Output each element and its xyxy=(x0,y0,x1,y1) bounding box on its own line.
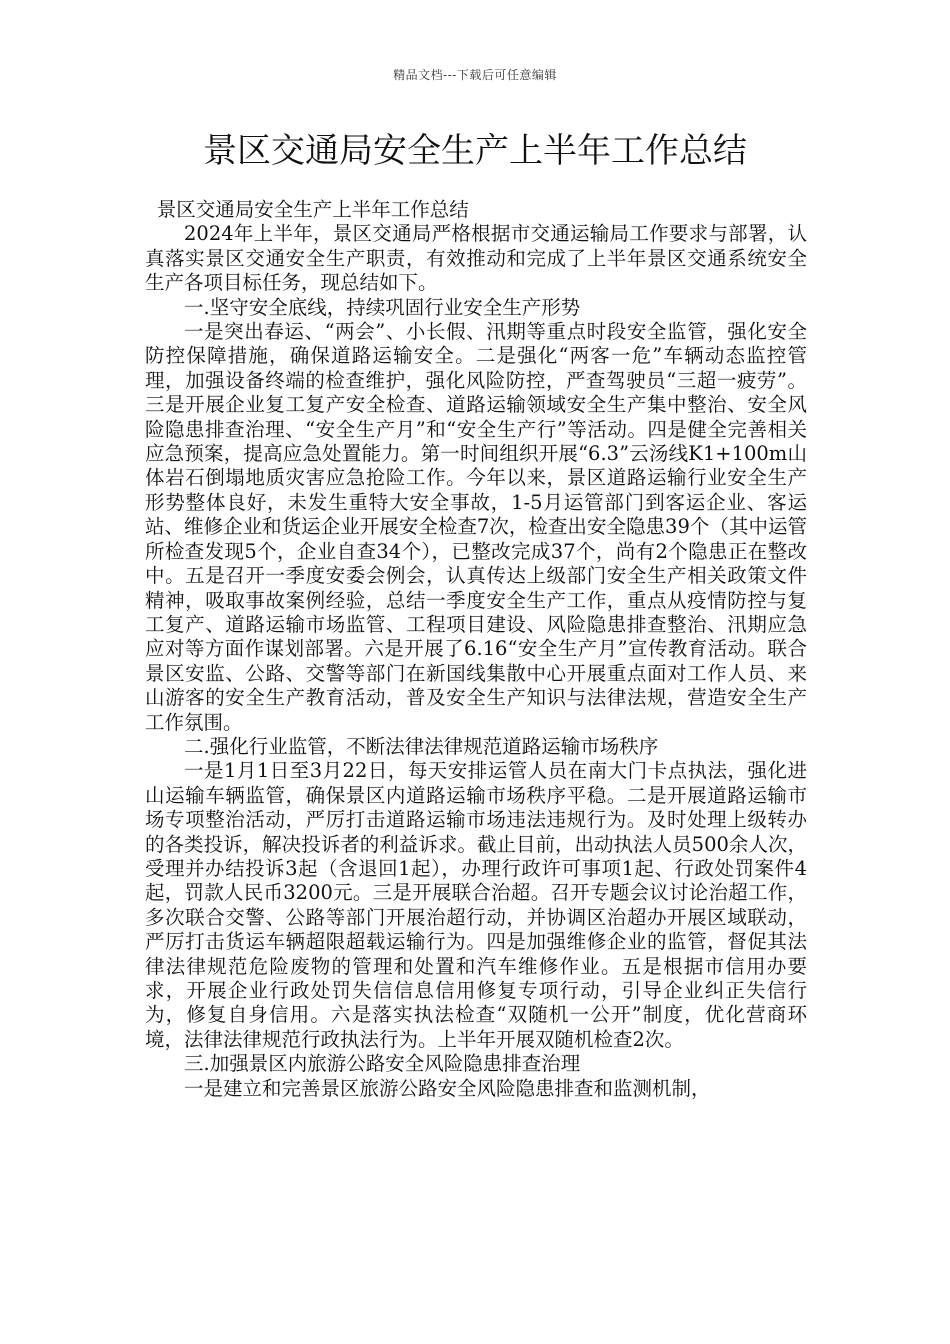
section-heading-2: 二.强化行业监管，不断法律法律规范道路运输市场秩序 xyxy=(184,734,659,758)
header-note: 精品文档---下载后可任意编辑 xyxy=(393,68,557,82)
document-body xyxy=(145,198,807,1101)
document-title: 景区交通局安全生产上半年工作总结 xyxy=(203,131,747,171)
section-heading-1: 一.坚守安全底线，持续巩固行业安全生产形势 xyxy=(184,295,581,319)
section-heading-3: 三.加强景区内旅游公路安全风险隐患排查治理 xyxy=(184,1052,581,1076)
body-paragraph-section-2: 一是1月1日至3月22日，每天安排运管人员在南大门卡点执法，强化进山运输车辆监管，确保景区内道路运输市场秩序平稳。二是开展道路运输市场专项整治活动，严厉打击道路运输市场违法违规行为。及时处理上级转办的各类投诉，解决投诉者的利益诉求。截止目前，出动执法人员500余人次，受理并办结投诉3起（含退回1起），办理行政许可事项1起、行政处罚案件4起，罚款人民币3200元。三是开展联合治超。召开专题会议讨论治超工作，多次联合交警、公路等部门开展治超行动，并协调区治超办开展区域联动，严厉打击货运车辆超限超载运输行为。四是加强维修企业的监管，督促其法律法律规范危险废物的管理和处置和汽车维修作业。五是根据市信用办要求，开展企业行政处罚失信信息信用修复专项行动，引导企业纠正失信行为，修复自身信用。六是落实执法检查“双随机一公开”制度，优化营商环境，法律法律规范行政执法行为。上半年开展双随机检查2次。 xyxy=(145,759,807,1051)
body-paragraph-section-3: 一是建立和完善景区旅游公路安全风险隐患排查和监测机制， xyxy=(184,1076,711,1100)
body-paragraph-subtitle: 景区交通局安全生产上半年工作总结 xyxy=(156,198,469,221)
body-paragraph-section-1: 一是突出春运、“两会”、小长假、汛期等重点时段安全监管，强化安全防控保障措施，确保道路运输安全。二是强化“两客一危”车辆动态监控管理，加强设备终端的检查维护，强化风险防控，严查驾驶员“三超一疲劳”。三是开展企业复工复产安全检查、道路运输领域安全生产集中整治、安全风险隐患排查治理、“安全生产月”和“安全生产行”等活动。四是健全完善相关应急预案，提高应急处置能力。第一时间组织开展“6.3”云汤线K1+100m山体岩石倒塌地质灾害应急抢险工作。今年以来，景区道路运输行业安全生产形势整体良好，未发生重特大安全事故，1-5月运管部门到客运企业、客运站、维修企业和货运企业开展安全检查7次，检查出安全隐患39个（其中运管所检查发现5个，企业自查34个），已整改完成37个，尚有2个隐患正在整改中。五是召开一季度安委会例会，认真传达上级部门安全生产相关政策文件精神，吸取事故案例经验，总结一季度安全生产工作，重点从疫情防控与复工复产、道路运输市场监管、工程项目建设、风险隐患排查整治、汛期应急应对等方面作谋划部署。六是开展了6.16“安全生产月”宣传教育活动。联合景区安监、公路、交警等部门在新国线集散中心开展重点面对工作人员、来山游客的安全生产教育活动，普及安全生产知识与法律法规，营造安全生产工作氛围。 xyxy=(145,320,807,734)
body-paragraph-intro: 2024年上半年，景区交通局严格根据市交通运输局工作要求与部署，认真落实景区交通安全生产职责，有效推动和完成了上半年景区交通系统安全生产各项目标任务，现总结如下。 xyxy=(145,222,807,295)
